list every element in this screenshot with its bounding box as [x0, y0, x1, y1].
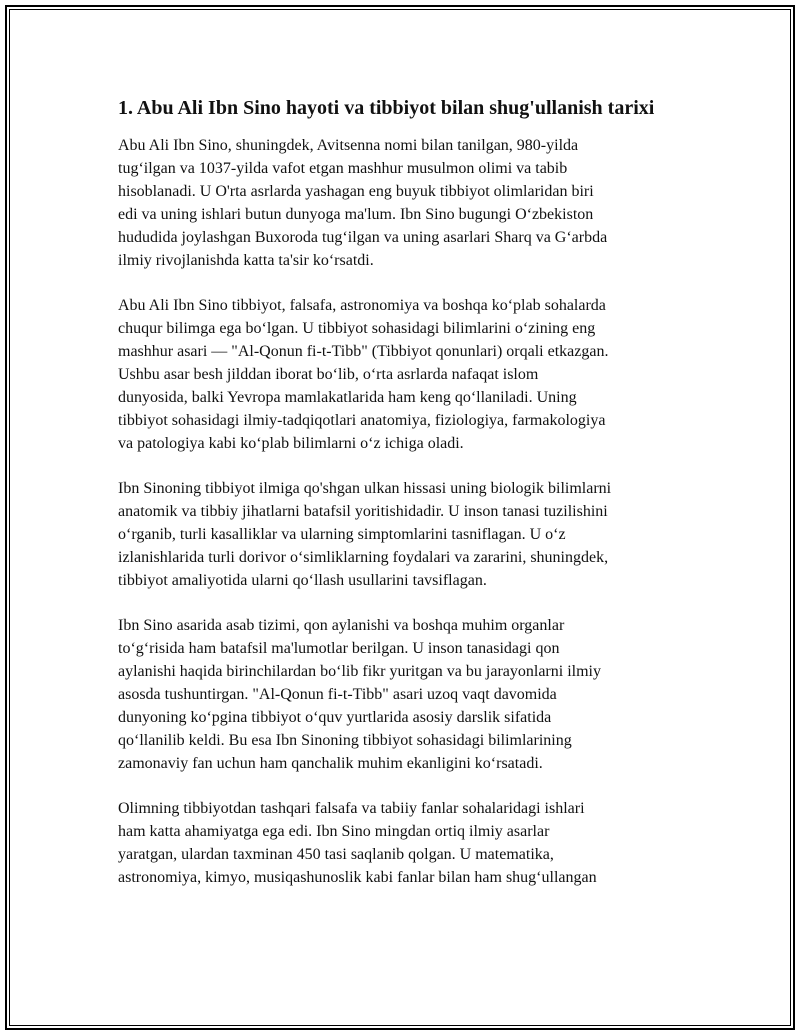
text-line: hududida joylashgan Buxoroda tug‘ilgan va uning asarlari Sharq va G‘arbda: [118, 229, 608, 246]
text-line: dunyosida, balki Yevropa mamlakatlarida ham keng qo‘llaniladi. Uning: [118, 389, 577, 406]
text-line: Olimning tibbiyotdan tashqari falsafa va tabiiy fanlar sohalaridagi ishlari: [118, 800, 585, 817]
text-line: va patologiya kabi ko‘plab bilimlarni o‘z ichiga oladi.: [118, 435, 464, 452]
text-line: mashhur asari — "Al-Qonun fi-t-Tibb" (Tibbiyot qonunlari) orqali etkazgan.: [118, 343, 609, 360]
text-line: to‘g‘risida ham batafsil ma'lumotlar berilgan. U inson tanasidagi qon: [118, 640, 560, 657]
text-line: o‘rganib, turli kasalliklar va ularning simptomlarini tasniflagan. U o‘z: [118, 526, 566, 543]
text-line: Ushbu asar besh jilddan iborat bo‘lib, o‘rta asrlarda nafaqat islom: [118, 366, 539, 383]
text-line: anatomik va tibbiy jihatlarni batafsil yoritishidadir. U inson tanasi tuzilishini: [118, 503, 608, 520]
text-line: Ibn Sinoning tibbiyot ilmiga qo'shgan ulkan hissasi uning biologik bilimlarni: [118, 480, 612, 497]
text-line: hisoblanadi. U O'rta asrlarda yashagan eng buyuk tibbiyot olimlaridan biri: [118, 183, 594, 200]
text-line: aylanishi haqida birinchilardan bo‘lib fikr yuritgan va bu jarayonlarni ilmiy: [118, 663, 601, 680]
text-line: ilmiy rivojlanishda katta ta'sir ko‘rsatdi.: [118, 252, 374, 269]
text-line: Ibn Sino asarida asab tizimi, qon aylanishi va boshqa muhim organlar: [118, 617, 565, 634]
paragraph-1: [118, 134, 693, 272]
text-line: Abu Ali Ibn Sino, shuningdek, Avitsenna nomi bilan tanilgan, 980-yilda: [118, 137, 579, 154]
text-line: izlanishlarida turli dorivor o‘simliklarning foydalari va zararini, shuningdek,: [118, 549, 609, 566]
text-line: chuqur bilimga ega bo‘lgan. U tibbiyot sohasidagi bilimlarini o‘zining eng: [118, 320, 596, 337]
text-line: edi va uning ishlari butun dunyoga ma'lum. Ibn Sino bugungi O‘zbekiston: [118, 206, 594, 223]
document-body: [118, 94, 693, 911]
text-line: dunyoning ko‘pgina tibbiyot o‘quv yurtlarida asosiy darslik sifatida: [118, 709, 552, 726]
text-line: tibbiyot amaliyotida ularni qo‘llash usullarini tavsiflagan.: [118, 572, 487, 589]
paragraph-4: [118, 614, 693, 775]
text-line: yaratgan, ulardan taxminan 450 tasi saqlanib qolgan. U matematika,: [118, 846, 554, 863]
section-heading: 1. Abu Ali Ibn Sino hayoti va tibbiyot bilan shug'ullanish tarixi: [118, 97, 655, 119]
paragraph-2: [118, 294, 693, 455]
text-line: Abu Ali Ibn Sino tibbiyot, falsafa, astronomiya va boshqa ko‘plab sohalarda: [118, 297, 606, 314]
text-line: qo‘llanilib keldi. Bu esa Ibn Sinoning tibbiyot sohasidagi bilimlarining: [118, 732, 572, 749]
text-line: astronomiya, kimyo, musiqashunoslik kabi fanlar bilan ham shug‘ullangan: [118, 869, 597, 886]
text-line: tibbiyot sohasidagi ilmiy-tadqiqotlari anatomiya, fiziologiya, farmakologiya: [118, 412, 606, 429]
text-line: ham katta ahamiyatga ega edi. Ibn Sino mingdan ortiq ilmiy asarlar: [118, 823, 550, 840]
text-line: tug‘ilgan va 1037-yilda vafot etgan mashhur musulmon olimi va tabib: [118, 160, 568, 177]
paragraph-5: [118, 797, 693, 889]
text-line: zamonaviy fan uchun ham qanchalik muhim ekanligini ko‘rsatadi.: [118, 755, 543, 772]
text-line: asosda tushuntirgan. "Al-Qonun fi-t-Tibb" asari uzoq vaqt davomida: [118, 686, 557, 703]
paragraph-3: [118, 477, 693, 592]
